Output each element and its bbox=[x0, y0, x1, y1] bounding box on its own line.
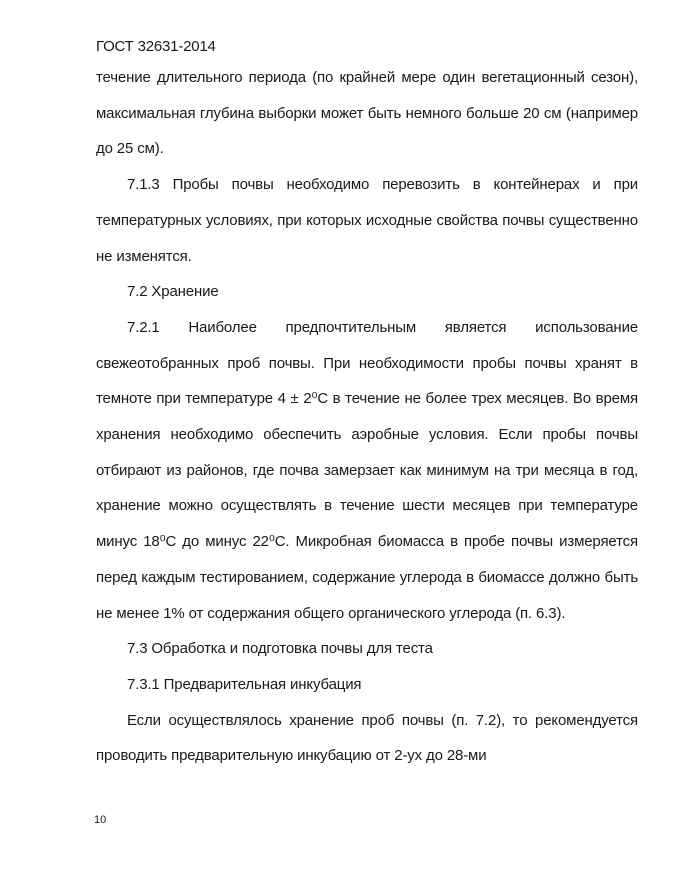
heading-7-2: 7.2 Хранение bbox=[127, 283, 219, 301]
document-body bbox=[96, 60, 638, 774]
heading-7-3-1: 7.3.1 Предварительная инкубация bbox=[127, 675, 362, 693]
page-number: 10 bbox=[94, 814, 107, 826]
heading-7-3: 7.3 Обработка и подготовка почвы для теста bbox=[127, 640, 433, 658]
paragraph-7-2-1: 7.2.1 Наиболее предпочтительным является использование свежеотобранных проб почвы. При необходимости пробы почвы хранят в темноте при температуре 4 ± 2⁰С в течение не более трех месяцев. Во время хранения необходимо обеспечить аэробные условия. Если пробы почвы отбирают из районов, где почва замерзает как минимум на три месяца в год, хранение можно осуществлять в течение шести месяцев при температуре минус 18⁰С до минус 22⁰С. Микробная биомасса в пробе почвы измеряется перед каждым тестированием, содержание углерода в биомассе должно быть не менее 1% от содержания общего органического углерода (п. 6.3). bbox=[96, 318, 638, 622]
paragraph-7-1-3: 7.1.3 Пробы почвы необходимо перевозить в контейнерах и при температурных условиях, при которых исходные свойства почвы существенно не изменятся. bbox=[96, 176, 638, 265]
page-header: ГОСТ 32631-2014 bbox=[96, 38, 216, 55]
paragraph-continuation: течение длительного периода (по крайней мере один вегетационный сезон), максимальная глубина выборки может быть немного больше 20 см (например до 25 см). bbox=[96, 69, 638, 158]
paragraph-preincubation: Если осуществлялось хранение проб почвы (п. 7.2), то рекомендуется проводить предварительную инкубацию от 2-ух до 28-ми bbox=[96, 711, 638, 765]
